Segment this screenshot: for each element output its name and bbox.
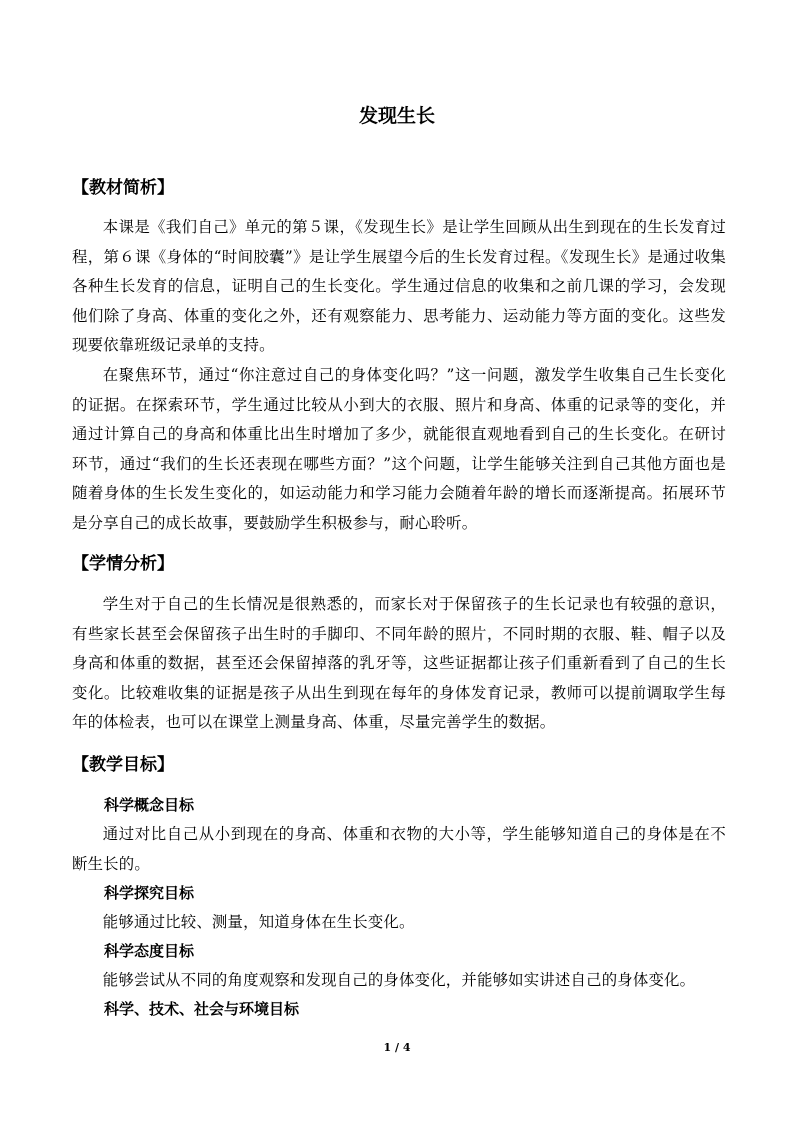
paragraph-learners-1: 学生对于自己的生长情况是很熟悉的，而家长对于保留孩子的生长记录也有较强的意识，有些家长甚至会保留孩子出生时的手脚印、不同年龄的照片，不同时期的衣服、鞋、帽子以及身高和体重的数据，甚至还会保留掉落的乳牙等，这些证据都让孩子们重新看到了自己的生长变化。比较难收集的证据是孩子从出生到现在每年的身体发育记录，教师可以提前调取学生每年的体检表，也可以在课堂上测量身高、体重，尽量完善学生的数据。 [72, 595, 726, 731]
paragraph-textbook-1: 本课是《我们自己》单元的第５课，《发现生长》是让学生回顾从出生到现在的生长发育过程，第６课《身体的“时间胶囊”》是让学生展望今后的生长发育过程。《发现生长》是通过收集各种生长发育的信息，证明自己的生长变化。学生通过信息的收集和之前几课的学习，会发现他们除了身高、体重的变化之外，还有观察能力、思考能力、运动能力等方面的变化。这些发现要依靠班级记录单的支持。 [72, 218, 726, 354]
goal-text-attitude: 能够尝试从不同的角度观察和发现自己的身体变化，并能够如实讲述自己的身体变化。 [102, 971, 696, 989]
page-number: 1 / 4 [383, 1041, 411, 1054]
goal-text-concept: 通过对比自己从小到现在的身高、体重和衣物的大小等，学生能够知道自己的身体是在不断生长的。 [72, 825, 726, 873]
goal-label-inquiry: 科学探究目标 [104, 884, 195, 902]
paragraph-textbook-2: 在聚焦环节，通过“你注意过自己的身体变化吗？”这一问题，激发学生收集自己生长变化的证据。在探索环节，学生通过比较从小到大的衣服、照片和身高、体重的记录等的变化，并通过计算自己的身高和体重比出生时增加了多少，就能很直观地看到自己的生长变化。在研讨环节，通过“我们的生长还表现在哪些方面？”这个问题，让学生能够关注到自己其他方面也是随着身体的生长发生变化的，如运动能力和学习能力会随着年龄的增长而逐渐提高。拓展环节是分享自己的成长故事，要鼓励学生积极参与，耐心聆听。 [72, 366, 726, 532]
goal-label-stse: 科学、技术、社会与环境目标 [104, 1000, 300, 1018]
section-heading-learners: 【学情分析】 [72, 554, 174, 574]
page-title: 发现生长 [358, 105, 435, 127]
goal-text-inquiry: 能够通过比较、测量，知道身体在生长变化。 [102, 913, 415, 931]
section-heading-textbook: 【教材简析】 [72, 178, 174, 198]
goal-label-attitude: 科学态度目标 [104, 942, 195, 960]
section-heading-goals: 【教学目标】 [72, 755, 174, 775]
goal-label-concept: 科学概念目标 [104, 796, 195, 814]
